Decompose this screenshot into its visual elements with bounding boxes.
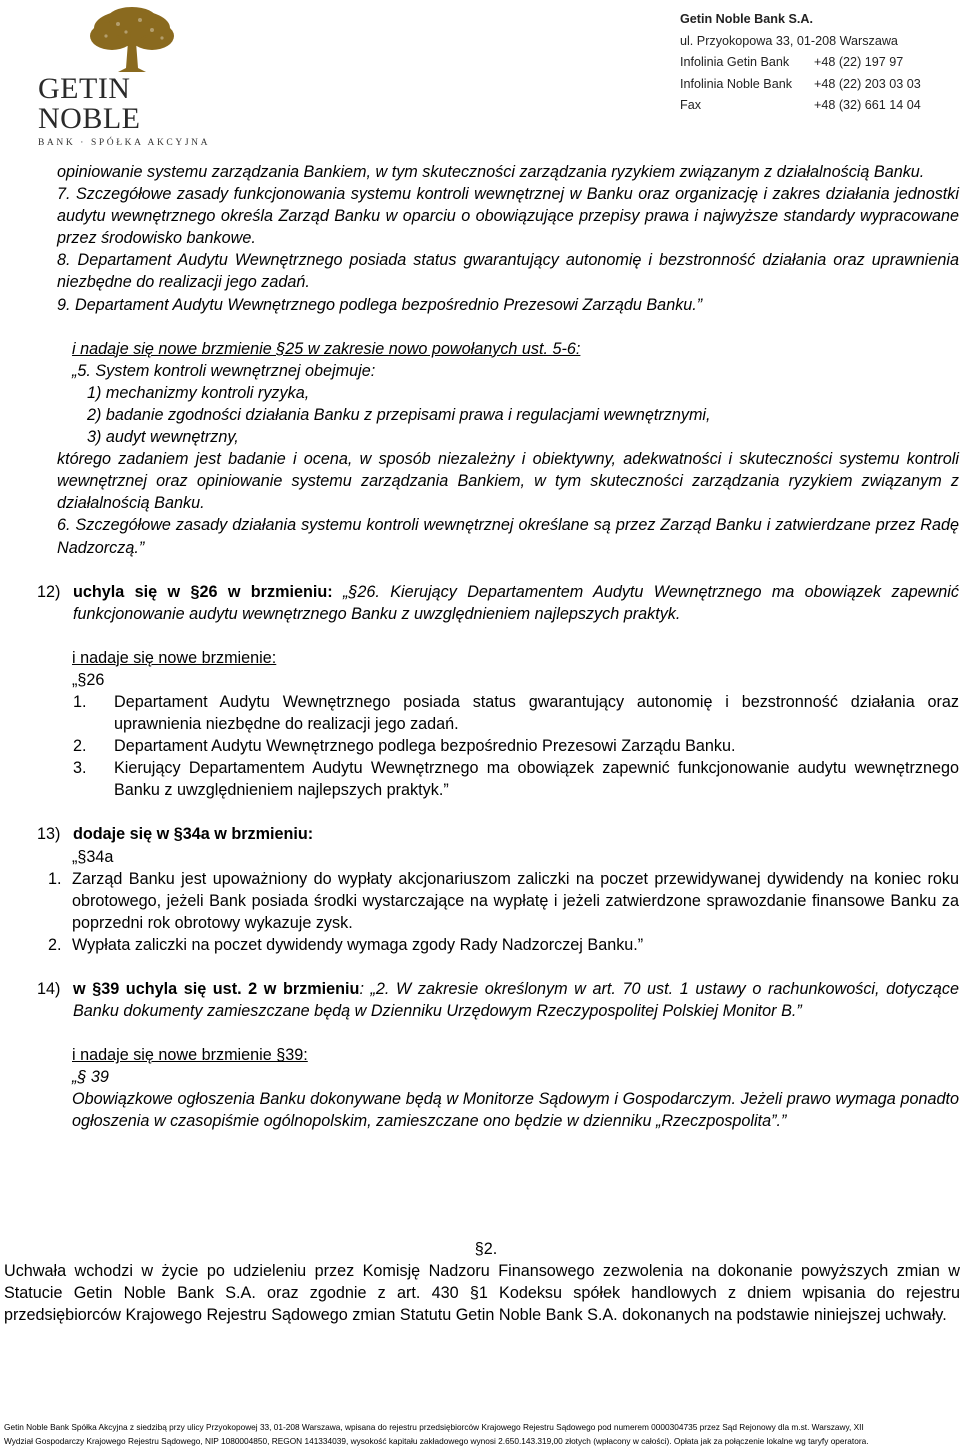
list-item: 3) audyt wewnętrzny, (87, 428, 239, 447)
list-item: 1) mechanizmy kontroli ryzyka, (87, 383, 310, 402)
contact-label: Fax (680, 98, 701, 112)
item-number: 14) (37, 980, 61, 998)
contact-line (680, 77, 940, 99)
paragraph: którego zadaniem jest badanie i ocena, w sposób niezależny i obiektywny, adekwatności i skuteczności systemu kontroli wewnętrznej oraz opiniowanie systemu zarządzania Bankiem, w tym skuteczności zarządzania ryzykiem związanym z działalnością Banku. (57, 450, 959, 513)
contact-block (680, 12, 940, 120)
amendment-item (37, 581, 959, 625)
footer-line: Getin Noble Bank Spółka Akcyjna z siedzibą przy ulicy Przyokopowej 33, 01-208 Warszawa, wpisana do rejestru przedsiębiorców Krajowego Rejestru Sądowego pod numerem 0000304735 przez Sąd Rejonowy dla m.st. Warszawy, XII (4, 1422, 864, 1432)
amendment-intro: i nadaje się nowe brzmienie §39: (72, 1046, 308, 1065)
list-item: 3. Kierujący Departamentem Audytu Wewnętrznego ma obowiązek zapewnić funkcjonowanie audytu wewnętrznego Banku z uwzględnieniem najlepszych praktyk.” (73, 759, 959, 800)
section-heading: „§ 39 (72, 1068, 109, 1087)
contact-line (680, 98, 940, 120)
contact-value: +48 (22) 203 03 03 (814, 76, 921, 91)
amendment-item (37, 823, 959, 845)
list-item: 1. Departament Audytu Wewnętrznego posiada status gwarantujący autonomię i bezstronność działania oraz uprawnienia niezbędne do realizacji jego zadań. (73, 692, 959, 734)
item-action: dodaje się w §34a w brzmieniu: (73, 825, 314, 844)
item-action: uchyla się w §26 w brzmieniu: (73, 582, 333, 601)
list-item: 1. Zarząd Banku jest upoważniony do wypłaty akcjonariuszom zaliczki na poczet przewidywanej dywidendy na koniec roku obrotowego, jeżeli Bank posiada środki wystarczające na wypłatę i jeżeli zatwierdzone sprawozdanie finansowe Banku za poprzedni rok obrotowy wykazuje zysk. (48, 869, 959, 932)
item-text: : „2. W zakresie określonym w art. 70 ust. 1 ustawy o rachunkowości, dotyczące Banku dokumenty zamieszczane będą w Dzienniku Urzędowym Rzeczypospolitej Polskiej Monitor B.” (73, 980, 960, 1021)
item-number: 12) (37, 582, 61, 601)
contact-value: +48 (22) 197 97 (814, 55, 904, 69)
page-footer (4, 1420, 956, 1448)
paragraph: Obowiązkowe ogłoszenia Banku dokonywane będą w Monitorze Sądowym i Gospodarczym. Jeżeli prawo wymaga ponadto ogłoszenia w czasopiśmie ogólnopolskim, zamieszczane ono będzie w dzienniku „Rzeczpospolita”.” (72, 1090, 959, 1131)
amendment-intro: i nadaje się nowe brzmienie: (72, 648, 277, 667)
paragraph: opiniowanie systemu zarządzania Bankiem, w tym skuteczności zarządzania ryzykiem związanym z działalnością Banku. (57, 163, 925, 181)
paragraph: 9. Departament Audytu Wewnętrznego podlega bezpośrednio Prezesowi Zarządu Banku.” (57, 295, 703, 314)
item-number: 13) (37, 825, 61, 844)
closing-section (4, 1238, 960, 1326)
closing-paragraph: Uchwała wchodzi w życie po udzieleniu przez Komisję Nadzoru Finansowego zezwolenia na dokonanie powyższych zmian w Statucie Getin Noble Bank S.A. oraz zgodnie z art. 430 §1 Kodeksu spółek handlowych z dniem wpisania do rejestru przedsiębiorców Krajowego Rejestru Sądowego zmian Statutu Getin Noble Bank S.A. dokonanych na podstawie niniejszej uchwały. (4, 1262, 960, 1324)
list-item: 2) badanie zgodności działania Banku z przepisami prawa i regulacjami wewnętrznymi, (87, 405, 711, 424)
tree-icon (82, 6, 182, 76)
footer-line: Wydział Gospodarczy Krajowego Rejestru Sądowego, NIP 1080004850, REGON 141334039, wysokość kapitału zakładowego wynosi 2.650.143.319,00 złotych (wpłacony w całości). Opłata jak za połączenie lokalne wg taryfy operatora. (4, 1436, 869, 1446)
contact-label: Infolinia Noble Bank (680, 76, 793, 91)
section-number: §2. (474, 1240, 498, 1258)
brand-name: GETIN NOBLE (38, 72, 141, 135)
bank-address: ul. Przyokopowa 33, 01-208 Warszawa (680, 33, 898, 48)
bank-name: Getin Noble Bank S.A. (680, 12, 813, 26)
brand-tagline: BANK · SPÓŁKA AKCYJNA (38, 138, 211, 148)
contact-label: Infolinia Getin Bank (680, 55, 790, 69)
contact-line (680, 55, 940, 77)
item-text: „§26. Kierujący Departamentem Audytu Wewnętrznego ma obowiązek zapewnić funkcjonowanie audytu wewnętrznego Banku z uwzględnieniem najlepszych praktyk. (73, 582, 959, 623)
contact-value: +48 (32) 661 14 04 (814, 98, 921, 112)
paragraph: 6. Szczegółowe zasady działania systemu kontroli wewnętrznej określane są przez Zarząd Banku i zatwierdzane przez Radę Nadzorczą.” (57, 516, 959, 557)
list-item: 2. Wypłata zaliczki na poczet dywidendy wymaga zgody Rady Nadzorczej Banku.” (48, 935, 644, 954)
paragraph: 7. Szczegółowe zasady funkcjonowania systemu kontroli wewnętrznej w Banku oraz organizację i zakres działania jednostki audytu wewnętrznego określa Zarząd Banku w oparciu o obowiązujące przepisy prawa i najwyższe standardy wypracowane przez środowisko bankowe. (57, 185, 959, 248)
list-item: 2. Departament Audytu Wewnętrznego podlega bezpośrednio Prezesowi Zarządu Banku. (73, 737, 736, 756)
document-body (37, 161, 960, 1133)
item-action: w §39 uchyla się ust. 2 w brzmieniu (73, 980, 360, 998)
bank-logo (38, 6, 233, 148)
amendment-intro: i nadaje się nowe brzmienie §25 w zakresie nowo powołanych ust. 5-6: (72, 339, 581, 358)
section-heading: „§34a (72, 847, 114, 866)
section-heading: „§26 (72, 670, 105, 689)
section-heading: „5. System kontroli wewnętrznej obejmuje: (72, 361, 376, 380)
amendment-item (37, 978, 959, 1022)
paragraph: 8. Departament Audytu Wewnętrznego posiada status gwarantujący autonomię i bezstronność działania oraz uprawnienia niezbędne do realizacji jego zadań. (57, 251, 959, 292)
